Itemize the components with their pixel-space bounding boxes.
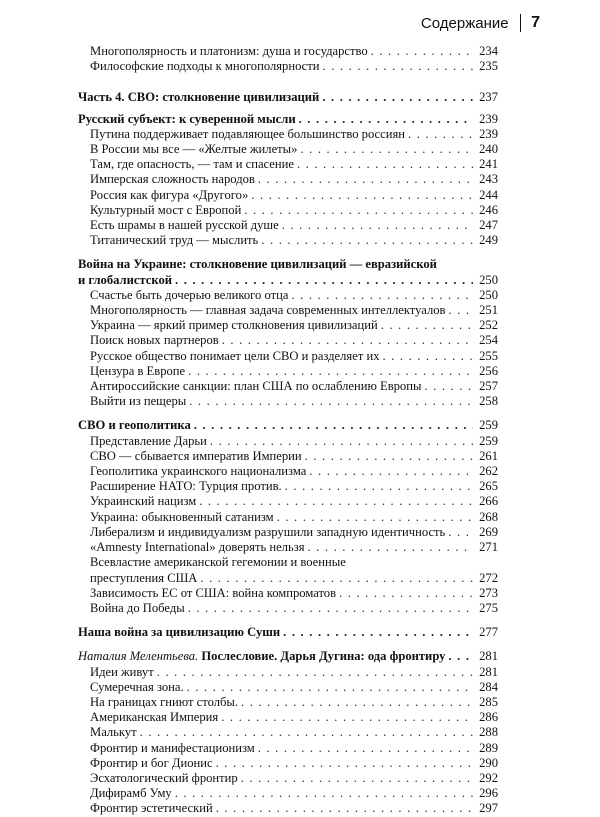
toc-entry: Имперская сложность народов . . . 243: [78, 172, 498, 187]
toc-entry: Малькут . . . 288: [78, 725, 498, 740]
page-number: 7: [531, 14, 540, 31]
toc-entry: Геополитика украинского национализма . . . 262: [78, 464, 498, 479]
toc-entry: Счастье быть дочерью великого отца . . . 250: [78, 288, 498, 303]
toc-entry: Представление Дарьи . . . 259: [78, 434, 498, 449]
toc-entry: Русское общество понимает цели СВО и разделяет их . . . 255: [78, 349, 498, 364]
toc-entry: Многополярность и платонизм: душа и государство . . . 234: [78, 44, 498, 59]
toc-entry: Расширение НАТО: Турция против. . . . 265: [78, 479, 498, 494]
toc-part-heading: Часть 4. СВО: столкновение цивилизаций . . . 237: [78, 90, 498, 105]
toc-entry: Эсхатологический фронтир . . . 292: [78, 771, 498, 786]
toc-entry: Война до Победы . . . 275: [78, 601, 498, 616]
header-divider: [520, 14, 522, 32]
toc-entry: Идеи живут . . . 281: [78, 665, 498, 680]
running-header-section: Содержание: [420, 14, 509, 32]
toc-entry: Россия как фигура «Другого» . . . 244: [78, 188, 498, 203]
toc-entry: Есть шрамы в нашей русской душе . . . 247: [78, 218, 498, 233]
toc-entry: Сумеречная зона. . . . 284: [78, 680, 498, 695]
toc-entry: Там, где опасность, — там и спасение . . . 241: [78, 157, 498, 172]
toc-chapter-heading: Русский субъект: к суверенной мысли . . . 239: [78, 112, 498, 127]
toc-entry: Выйти из пещеры . . . 258: [78, 394, 498, 409]
toc-entry: Поиск новых партнеров . . . 254: [78, 333, 498, 348]
toc-entry: Фронтир и бог Дионис . . . 290: [78, 756, 498, 771]
toc-entry: Философские подходы к многополярности . . . 235: [78, 59, 498, 74]
toc-entry: Либерализм и индивидуализм разрушили западную идентичность . . . 269: [78, 525, 498, 540]
toc-entry: Американская Империя . . . 286: [78, 710, 498, 725]
toc-entry: На границах гниют столбы. . . . 285: [78, 695, 498, 710]
toc-entry: преступления США . . . 272: [78, 571, 498, 586]
toc-entry: Многополярность — главная задача современных интеллектуалов . . . 251: [78, 303, 498, 318]
toc-entry: Фронтир эстетический . . . 297: [78, 801, 498, 816]
author-name: Наталия Мелентьева.: [78, 649, 199, 664]
toc-entry: СВО — сбывается императив Империи . . . 261: [78, 449, 498, 464]
page-header: [421, 12, 540, 34]
toc-entry: Дифирамб Уму . . . 296: [78, 786, 498, 801]
toc-entry: В России мы все — «Желтые жилеты» . . . 240: [78, 142, 498, 157]
toc-entry: Цензура в Европе . . . 256: [78, 364, 498, 379]
toc-entry: Украина — яркий пример столкновения цивилизаций . . . 252: [78, 318, 498, 333]
toc-entry: Зависимость ЕС от США: война компроматов . . . 273: [78, 586, 498, 601]
toc-chapter-heading: и глобалистской . . . 250: [78, 273, 498, 288]
toc-entry: Украинский нацизм . . . 266: [78, 494, 498, 509]
toc-chapter-heading-line1: Война на Украине: столкновение цивилизаций — евразийской: [78, 257, 437, 272]
toc-entry: Антироссийские санкции: план США по ослаблению Европы . . . 257: [78, 379, 498, 394]
toc-entry: «Amnesty International» доверять нельзя . . . 271: [78, 540, 498, 555]
toc-entry: Путина поддерживает подавляющее большинство россиян . . . 239: [78, 127, 498, 142]
toc-entry-line1: Всевластие американской гегемонии и военные: [90, 555, 346, 570]
toc-chapter-heading: Наша война за цивилизацию Суши . . . 277: [78, 625, 498, 640]
toc-entry: Фронтир и манифестационизм . . . 289: [78, 741, 498, 756]
toc-entry: Украина: обыкновенный сатанизм . . . 268: [78, 510, 498, 525]
toc-entry: Титанический труд — мыслить . . . 249: [78, 233, 498, 248]
toc-afterword-heading: Наталия Мелентьева. Послесловие. Дарья Дугина: ода фронтиру . . . 281: [78, 649, 498, 664]
toc-chapter-heading: СВО и геополитика . . . 259: [78, 418, 498, 433]
table-of-contents: [78, 44, 498, 817]
toc-entry: Культурный мост с Европой . . . 246: [78, 203, 498, 218]
